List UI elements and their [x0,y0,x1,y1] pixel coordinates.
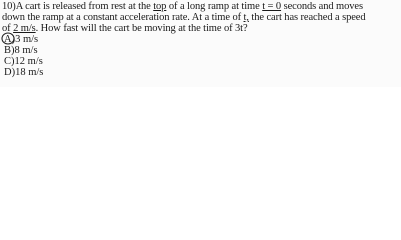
stem-text: of a long ramp at time [166,1,263,12]
stem-text: of [2,23,14,34]
choice-letter: C) [4,56,15,67]
choice-text: 3 m/s [15,34,39,45]
stem-text: seconds and moves [281,1,363,12]
choice-letter: B) [4,45,15,56]
stem-underlined-text: t = 0 [262,1,282,12]
stem-underlined-text: 2 m/s [13,23,36,34]
stem-text: down the ramp at a constant acceleration rate. At a time of [2,12,244,23]
stem-text: A cart is released from rest at the [15,1,154,12]
answer-circle-mark [1,31,15,45]
choice-text: 18 m/s [15,67,44,78]
question-number: 10) [2,1,16,12]
stem-text: . How fast will the cart be moving at the time of 3t? [35,23,248,34]
choice-text: 12 m/s [14,56,43,67]
choice-letter: D) [4,67,16,78]
stem-underlined-text: t, [243,12,249,23]
answer-choice-c[interactable] [4,56,43,67]
stem-text: the cart has reached a speed [248,12,366,23]
answer-choice-b[interactable] [4,45,38,56]
choice-text: 8 m/s [14,45,38,56]
stem-underlined-text: top [153,1,167,12]
choice-letter: A) [4,34,16,45]
question-stem-line-3 [2,23,248,35]
answer-choice-d[interactable] [4,67,43,78]
worksheet-page [0,0,401,87]
